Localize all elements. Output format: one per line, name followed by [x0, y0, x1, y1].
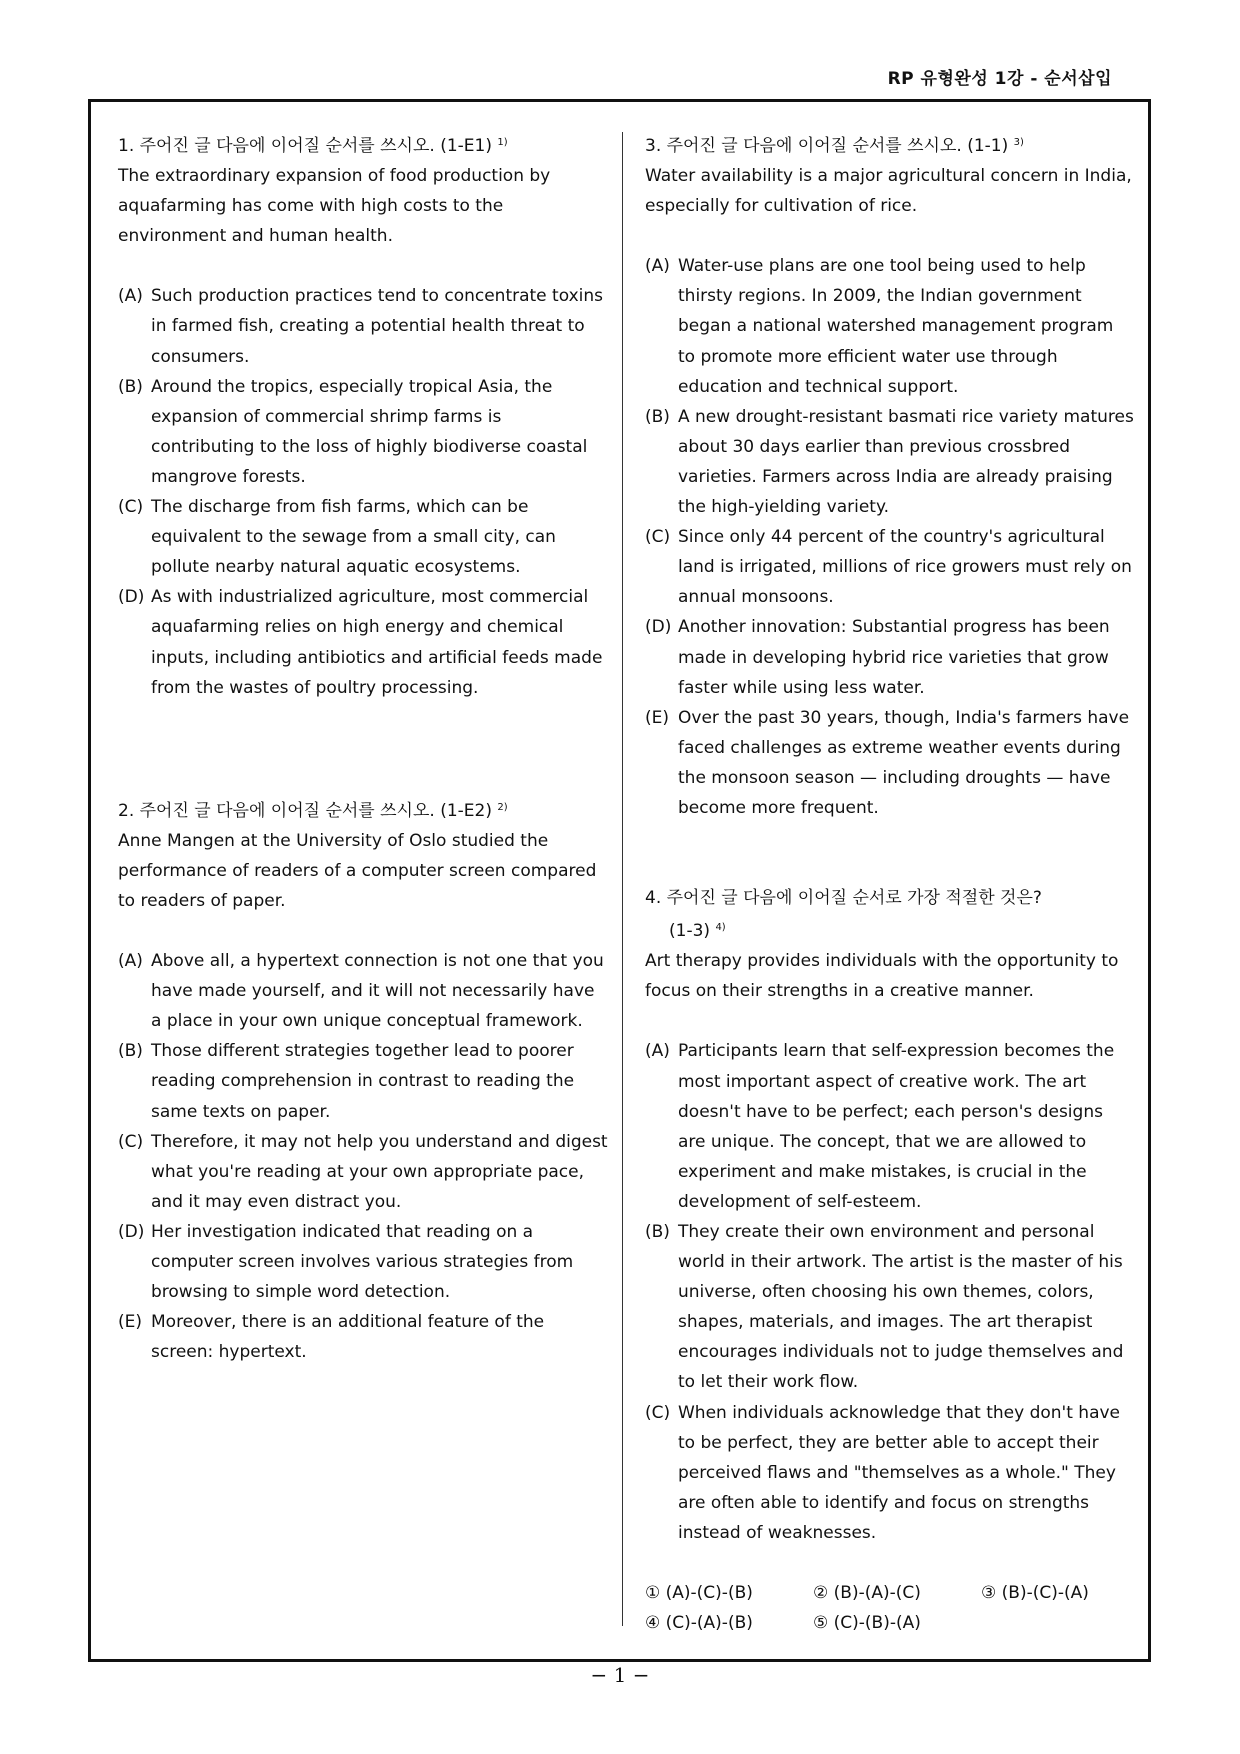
question-4-item-a: (A) Participants learn that self-expression becomes the most important aspect of creative work. The art doesn't have to be perfect; each person's designs are unique. The concept, that we are allowed to experiment and make mistakes, is crucial in the development of self-esteem.	[645, 1041, 1115, 1212]
question-3-item-d: (D) Another innovation: Substantial progress has been made in developing hybrid rice varieties that grow faster while using less water.	[645, 617, 1110, 698]
right-column	[645, 128, 1135, 1638]
question-3-item-e: (E) Over the past 30 years, though, India's farmers have faced challenges as extreme weather events during the monsoon season — including droughts — have become more frequent.	[645, 707, 1130, 818]
question-1-item-c: (C) The discharge from fish farms, which can be equivalent to the sewage from a small city, can pollute nearby natural aquatic ecosystems.	[118, 497, 556, 578]
question-1-footnote: 1)	[497, 137, 508, 148]
page-header-title: RP 유형완성 1강 - 순서삽입	[887, 69, 1112, 89]
question-2-item-a: (A) Above all, a hypertext connection is not one that you have made yourself, and it will not necessarily have a place in your own unique conceptual framework.	[118, 951, 604, 1032]
question-3-item-a: (A) Water-use plans are one tool being used to help thirsty regions. In 2009, the Indian government began a national watershed management program to promote more efficient water use through education and technical support.	[645, 256, 1114, 397]
question-2-item-d: (D) Her investigation indicated that reading on a computer screen involves various strategies from browsing to simple word detection.	[118, 1221, 574, 1303]
question-4-given-text: Art therapy provides individuals with the opportunity to focus on their strengths in a creative manner.	[645, 951, 1119, 1002]
question-1-item-d: (D) As with industrialized agriculture, most commercial aquafarming relies on high energy and chemical inputs, including antibiotics and artificial feeds made from the wastes of poultry processing.	[118, 587, 603, 698]
question-1-item-a: (A) Such production practices tend to concentrate toxins in farmed fish, creating a potential health threat to consumers.	[118, 286, 604, 367]
question-2	[118, 793, 608, 1368]
question-2-given-text: Anne Mangen at the University of Oslo studied the performance of readers of a computer screen compared to readers of paper.	[118, 830, 597, 911]
question-4-answer-choices	[645, 1578, 1135, 1638]
question-4-item-b: (B) They create their own environment and personal world in their artwork. The artist is the master of his universe, often choosing his own themes, colors, shapes, materials, and images. The art therapist encourages individuals not to judge themselves and to let their work flow.	[645, 1222, 1124, 1393]
question-3-item-b: (B) A new drought-resistant basmati rice variety matures about 30 days earlier than previous crossbred varieties. Farmers across India are already praising the high-yielding variety.	[645, 406, 1134, 518]
page-number: − 1 −	[590, 1663, 650, 1687]
question-3-given-text: Water availability is a major agricultural concern in India, especially for cultivation of rice.	[645, 166, 1132, 217]
question-4-title: 4. 주어진 글 다음에 이어질 순서로 가장 적절한 것은?	[645, 888, 1042, 909]
answer-choice-5[interactable]: ⑤ (C)-(B)-(A)	[813, 1613, 921, 1634]
question-4-item-c: (C) When individuals acknowledge that they don't have to be perfect, they are better able to accept their perceived flaws and "themselves as a whole." They are often able to identify and focus on strengths instead of weaknesses.	[645, 1402, 1121, 1543]
question-3	[645, 128, 1135, 823]
answer-choice-1[interactable]: ① (A)-(C)-(B)	[645, 1583, 753, 1604]
question-1	[118, 128, 608, 703]
question-2-item-b: (B) Those different strategies together lead to poorer reading comprehension in contrast to reading the same texts on paper.	[118, 1041, 575, 1122]
question-3-item-c: (C) Since only 44 percent of the country's agricultural land is irrigated, millions of rice growers must rely on annual monsoons.	[645, 527, 1132, 608]
answer-choice-3[interactable]: ③ (B)-(C)-(A)	[981, 1583, 1089, 1604]
question-2-footnote: 2)	[497, 801, 508, 813]
column-divider	[622, 132, 623, 1626]
question-3-title: 3. 주어진 글 다음에 이어질 순서를 쓰시오. (1-1) $^{3)}$	[645, 136, 1024, 156]
question-2-item-e: (E) Moreover, there is an additional feature of the screen: hypertext.	[118, 1312, 545, 1363]
question-4	[645, 883, 1135, 1638]
question-3-footnote: 3)	[1013, 137, 1024, 148]
question-1-title: 1. 주어진 글 다음에 이어질 순서를 쓰시오. (1-E1) $^{1)}$	[118, 136, 508, 156]
question-1-given-text: The extraordinary expansion of food production by aquafarming has come with high costs to the environment and human health.	[118, 166, 551, 247]
answer-choice-2[interactable]: ② (B)-(A)-(C)	[813, 1583, 921, 1604]
question-4-subtitle: (1-3) $^{4)}$	[669, 921, 726, 942]
question-2-title: 2. 주어진 글 다음에 이어질 순서를 쓰시오. (1-E2) $^{2)}$	[118, 800, 508, 821]
answer-choice-4[interactable]: ④ (C)-(A)-(B)	[645, 1613, 753, 1634]
question-4-footnote: 4)	[715, 922, 726, 934]
question-2-item-c: (C) Therefore, it may not help you understand and digest what you're reading at your own appropriate pace, and it may even distract you.	[118, 1131, 608, 1212]
question-1-item-b: (B) Around the tropics, especially tropical Asia, the expansion of commercial shrimp farms is contributing to the loss of highly biodiverse coastal mangrove forests.	[118, 376, 588, 487]
left-column	[118, 128, 608, 1367]
